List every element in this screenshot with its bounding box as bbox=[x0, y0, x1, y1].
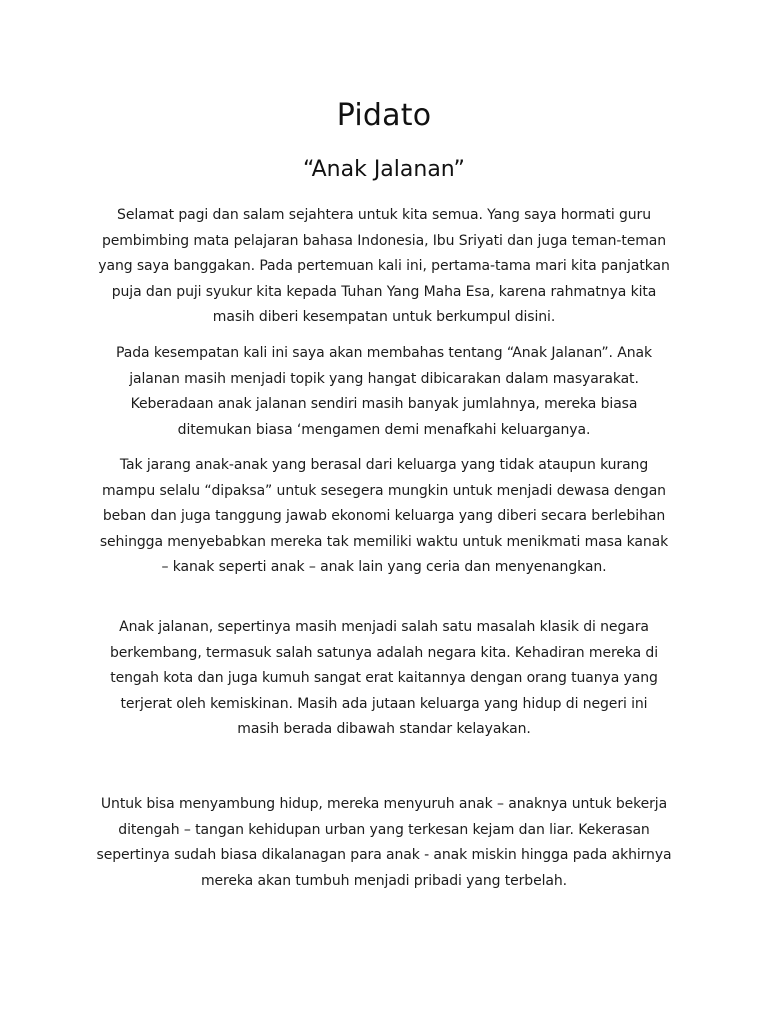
page-title: Pidato bbox=[336, 98, 432, 133]
text-line: – kanak seperti anak – anak lain yang ceria dan menyenangkan. bbox=[161, 559, 607, 576]
paragraph-burden bbox=[74, 453, 694, 581]
text-line: masih berada dibawah standar kelayakan. bbox=[237, 721, 531, 738]
page-subtitle: “Anak Jalanan” bbox=[303, 157, 465, 182]
paragraph-survival bbox=[74, 792, 694, 894]
text-line: ditemukan biasa ‘mengamen demi menafkahi keluarganya. bbox=[177, 421, 591, 438]
text-line: beban dan juga tanggung jawab ekonomi keluarga yang diberi secara berlebihan bbox=[102, 508, 666, 525]
text-line: yang saya banggakan. Pada pertemuan kali ini, pertama-tama mari kita panjatkan bbox=[98, 258, 670, 275]
text-line: jalanan masih menjadi topik yang hangat dibicarakan dalam masyarakat. bbox=[129, 370, 639, 387]
text-line: berkembang, termasuk salah satunya adalah negara kita. Kehadiran mereka di bbox=[110, 644, 658, 661]
text-line: sehingga menyebabkan mereka tak memiliki waktu untuk menikmati masa kanak bbox=[99, 533, 669, 550]
text-line: mampu selalu “dipaksa” untuk sesegera mungkin untuk menjadi dewasa dengan bbox=[102, 482, 666, 499]
text-line: Anak jalanan, sepertinya masih menjadi salah satu masalah klasik di negara bbox=[119, 619, 649, 635]
text-line: pembimbing mata pelajaran bahasa Indonesia, Ibu Sriyati dan juga teman-teman bbox=[101, 232, 667, 249]
text-line: masih diberi kesempatan untuk berkumpul disini. bbox=[212, 309, 556, 326]
paragraph-topic bbox=[74, 341, 694, 443]
text-line: Pada kesempatan kali ini saya akan membahas tentang “Anak Jalanan”. Anak bbox=[116, 345, 652, 361]
text-line: tengah kota dan juga kumuh sangat erat kaitannya dengan orang tuanya yang bbox=[110, 670, 658, 687]
text-line: terjerat oleh kemiskinan. Masih ada jutaan keluarga yang hidup di negeri ini bbox=[120, 695, 648, 712]
paragraph-opening bbox=[74, 203, 694, 331]
text-line: ditengah – tangan kehidupan urban yang terkesan kejam dan liar. Kekerasan bbox=[118, 821, 650, 838]
text-line: Untuk bisa menyambung hidup, mereka menyuruh anak – anaknya untuk bekerja bbox=[100, 796, 668, 812]
text-line: mereka akan tumbuh menjadi pribadi yang terbelah. bbox=[201, 872, 567, 889]
text-line: Keberadaan anak jalanan sendiri masih banyak jumlahnya, mereka biasa bbox=[130, 396, 638, 413]
text-line: sepertinya sudah biasa dikalanagan para anak - anak miskin hingga pada akhirnya bbox=[96, 847, 672, 864]
text-line: Tak jarang anak-anak yang berasal dari keluarga yang tidak ataupun kurang bbox=[119, 457, 649, 473]
text-line: puja dan puji syukur kita kepada Tuhan Yang Maha Esa, karena rahmatnya kita bbox=[111, 283, 657, 300]
paragraph-poverty bbox=[74, 615, 694, 743]
text-line: Selamat pagi dan salam sejahtera untuk kita semua. Yang saya hormati guru bbox=[117, 207, 651, 223]
